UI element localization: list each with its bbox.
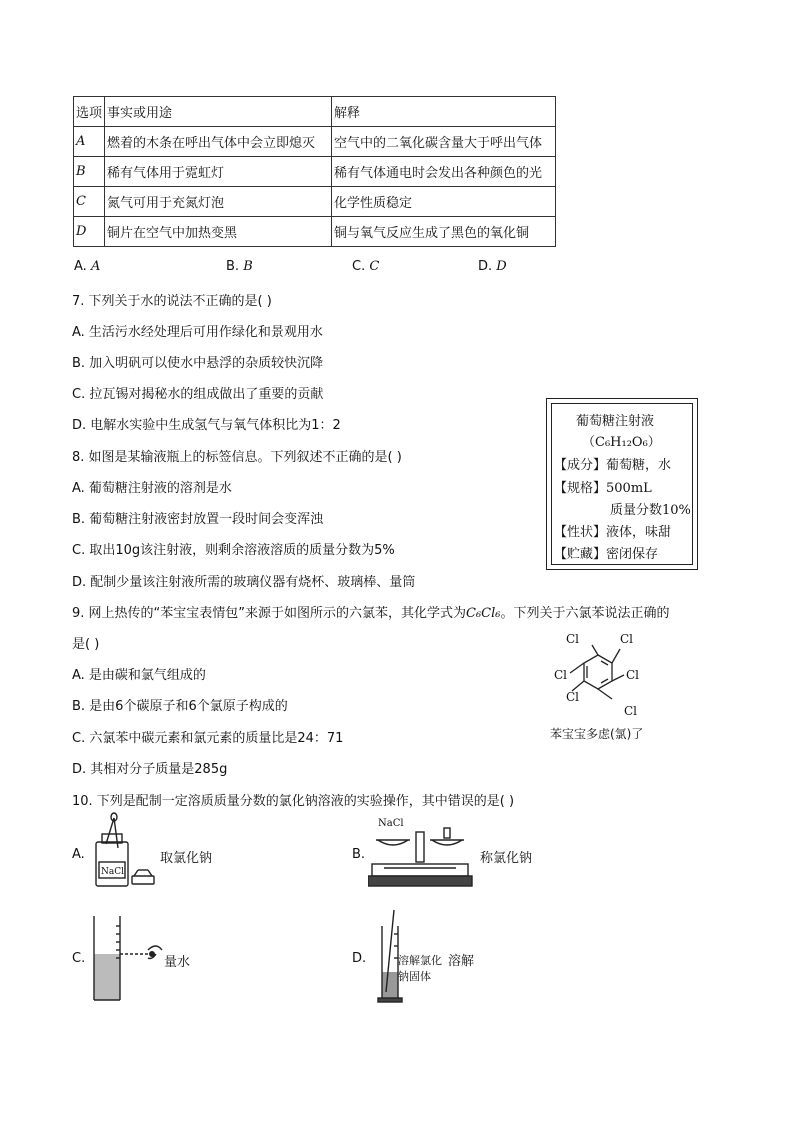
- table-header-cell: 事实或用途: [105, 97, 332, 127]
- infusion-label: [546, 398, 698, 570]
- q9-option-d[interactable]: D. 其相对分子质量是285g: [72, 762, 228, 777]
- table-header-cell: 解释: [332, 97, 556, 127]
- table-cell: C: [74, 187, 105, 217]
- table-row: [74, 127, 556, 157]
- label-title: 葡萄糖注射液: [576, 414, 655, 429]
- q10-option-b-prefix[interactable]: B.: [352, 847, 366, 862]
- q6-option-b[interactable]: B. B: [226, 259, 253, 274]
- table-cell: A: [74, 127, 105, 157]
- figure-caption: 苯宝宝多虑(氯)了: [550, 727, 644, 741]
- table-cell: 燃着的木条在呼出气体中会立即熄灭: [105, 127, 332, 157]
- reagent-bottle-icon: [90, 812, 160, 890]
- q7-option-a[interactable]: A. 生活污水经处理后可用作绿化和景观用水: [72, 325, 323, 340]
- q8-stem: 8. 如图是某输液瓶上的标签信息。下列叙述不正确的是( ): [72, 450, 402, 465]
- hexachlorobenzene-figure: [540, 625, 670, 725]
- label-formula: （C₆H₁₂O₆）: [582, 435, 661, 450]
- q7-stem: 7. 下列关于水的说法不正确的是( ): [72, 294, 272, 309]
- table-row: [74, 217, 556, 247]
- q9-stem: 9. 网上热传的“苯宝宝表情包”来源于如图所示的六氯苯，其化学式为C₆Cl₆。下列关于六氯苯说法正确的: [72, 606, 670, 621]
- table-cell: B: [74, 157, 105, 187]
- q6-option-c[interactable]: C. C: [352, 259, 380, 274]
- cl-label: Cl: [626, 668, 640, 682]
- table-cell: 空气中的二氧化碳含量大于呼出气体: [332, 127, 556, 157]
- q10-option-b-label: 称氯化钠: [480, 851, 533, 866]
- q8-option-d[interactable]: D. 配制少量该注射液所需的玻璃仪器有烧杯、玻璃棒、量筒: [72, 575, 416, 590]
- q10-stem: 10. 下列是配制一定溶质质量分数的氯化钠溶液的实验操作，其中错误的是( ): [72, 794, 515, 809]
- q10-option-d-note2: 钠固体: [398, 970, 431, 983]
- balance-reagent-label: NaCl: [378, 818, 404, 829]
- label-property: 【性状】液体，味甜: [554, 525, 672, 540]
- table-cell: 氮气可用于充氮灯泡: [105, 187, 332, 217]
- cl-label: Cl: [554, 668, 568, 682]
- q10-option-a-prefix[interactable]: A.: [72, 847, 85, 862]
- q9-option-a[interactable]: A. 是由碳和氯气组成的: [72, 668, 206, 683]
- table-header-cell: 选项: [74, 97, 105, 127]
- infusion-label-inner: [551, 403, 693, 565]
- table-cell: 稀有气体通电时会发出各种颜色的光: [332, 157, 556, 187]
- graduated-cylinder-icon: [90, 914, 165, 1004]
- q9-option-b[interactable]: B. 是由6个碳原子和6个氯原子构成的: [72, 699, 288, 714]
- label-storage: 【贮藏】密闭保存: [554, 547, 659, 562]
- table-row: [74, 187, 556, 217]
- facts-table: [73, 96, 556, 247]
- q6-option-d[interactable]: D. D: [478, 259, 507, 274]
- cl-label: Cl: [624, 704, 638, 718]
- table-header-row: [74, 97, 556, 127]
- q7-option-b[interactable]: B. 加入明矾可以使水中悬浮的杂质较快沉降: [72, 356, 324, 371]
- q10-option-c-prefix[interactable]: C.: [72, 951, 86, 966]
- cl-label: Cl: [566, 690, 580, 704]
- q9-formula: C₆Cl₆: [466, 606, 501, 621]
- table-cell: 稀有气体用于霓虹灯: [105, 157, 332, 187]
- q9-option-c[interactable]: C. 六氯苯中碳元素和氯元素的质量比是24：71: [72, 731, 344, 746]
- label-fraction: 质量分数10%: [610, 503, 691, 518]
- q10-option-c-label: 量水: [164, 955, 191, 970]
- q8-option-a[interactable]: A. 葡萄糖注射液的溶剂是水: [72, 481, 232, 496]
- q8-option-b[interactable]: B. 葡萄糖注射液密封放置一段时间会变浑浊: [72, 512, 324, 527]
- q10-option-d-label: 溶解: [448, 954, 475, 969]
- q6-option-a[interactable]: A. A: [74, 259, 101, 274]
- q9-stem-cont: 是( ): [72, 637, 100, 652]
- q10-option-d-prefix[interactable]: D.: [352, 951, 367, 966]
- q8-option-c[interactable]: C. 取出10g该注射液，则剩余溶液溶质的质量分数为5%: [72, 543, 395, 558]
- label-spec: 【规格】500mL: [554, 481, 652, 496]
- bottle-reagent-label: NaCl: [101, 867, 125, 877]
- table-cell: 铜与氧气反应生成了黑色的氧化铜: [332, 217, 556, 247]
- table-row: [74, 157, 556, 187]
- balance-scale-icon: [368, 814, 474, 890]
- q10-option-a-label: 取氯化钠: [160, 851, 213, 866]
- table-cell: 化学性质稳定: [332, 187, 556, 217]
- q7-option-c[interactable]: C. 拉瓦锡对揭秘水的组成做出了重要的贡献: [72, 387, 324, 402]
- label-ingredient: 【成分】葡萄糖，水: [554, 458, 672, 473]
- cl-label: Cl: [566, 632, 580, 646]
- table-cell: 铜片在空气中加热变黑: [105, 217, 332, 247]
- q7-option-d[interactable]: D. 电解水实验中生成氢气与氧气体积比为1：2: [72, 418, 341, 433]
- table-cell: D: [74, 217, 105, 247]
- q10-option-d-note1: 溶解氯化: [398, 954, 442, 967]
- cl-label: Cl: [620, 632, 634, 646]
